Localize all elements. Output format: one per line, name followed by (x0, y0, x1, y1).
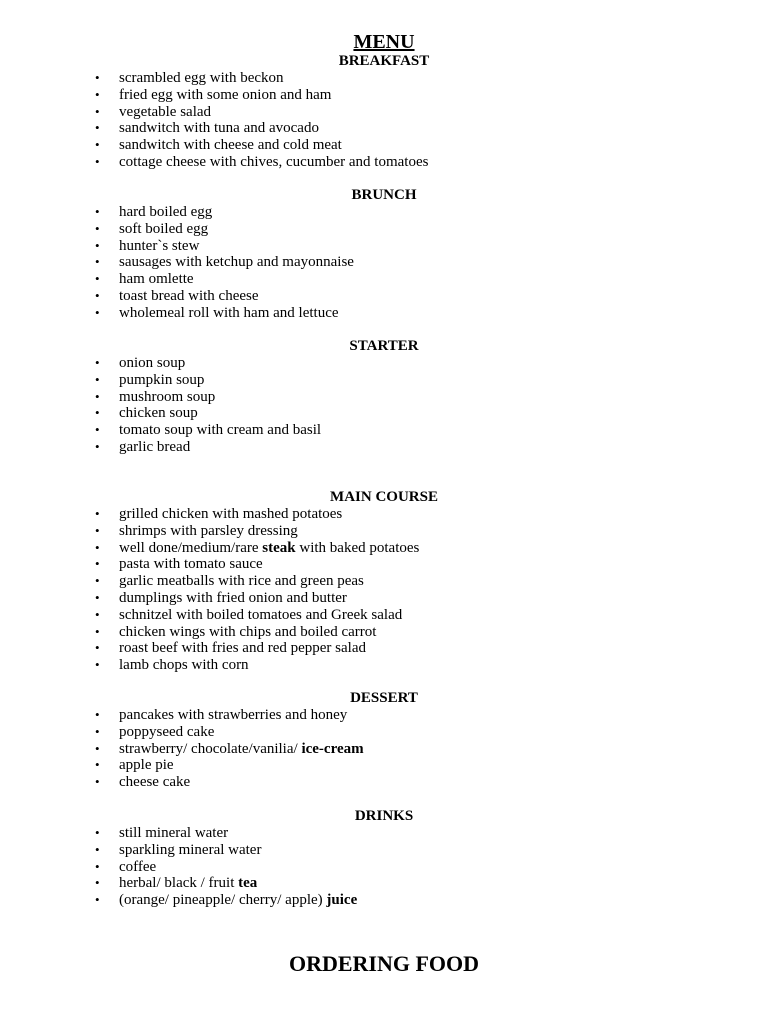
menu-item-text: cheese cake (119, 774, 191, 791)
menu-item (0, 254, 768, 271)
menu-list-starter (0, 355, 768, 456)
menu-item-text: garlic meatballs with rice and green peas (119, 573, 364, 590)
bullet-icon: • (95, 204, 100, 219)
menu-item (0, 271, 768, 288)
menu-item-text: ham omlette (119, 271, 194, 288)
bullet-icon: • (95, 103, 100, 119)
bullet-icon: • (95, 220, 100, 236)
menu-item-text: sausages with ketchup and mayonnaise (119, 254, 354, 271)
bullet-icon: • (95, 723, 100, 739)
menu-item-text: wholemeal roll with ham and lettuce (119, 304, 339, 321)
bullet-icon: • (95, 875, 100, 891)
menu-item-text: scrambled egg with beckon (119, 70, 284, 86)
menu-item-text: sparkling mineral water (119, 841, 262, 858)
menu-item (0, 355, 768, 372)
bullet-icon: • (95, 254, 100, 270)
menu-item-text: well done/medium/rare (119, 539, 263, 556)
menu-item (0, 657, 768, 674)
menu-item (0, 640, 768, 657)
menu-item-text: dumplings with fried onion and butter (119, 589, 347, 606)
menu-item (0, 104, 768, 121)
bullet-icon: • (95, 774, 100, 790)
menu-item-text: fried egg with some onion and ham (119, 86, 332, 103)
menu-item (0, 305, 768, 322)
menu-list-breakfast (0, 70, 768, 171)
menu-item (0, 87, 768, 104)
bullet-icon: • (95, 522, 100, 538)
menu-item (0, 741, 768, 758)
bullet-icon: • (95, 287, 100, 303)
menu-item (0, 707, 768, 724)
bullet-icon: • (95, 740, 100, 756)
menu-item (0, 607, 768, 624)
section-heading-breakfast: BREAKFAST (338, 53, 430, 69)
menu-item-emphasis: tea (238, 875, 258, 892)
menu-list-dessert (0, 707, 768, 791)
section-heading-dessert: DESSERT (350, 690, 418, 706)
section-heading-drinks: DRINKS (354, 808, 414, 824)
bullet-icon: • (95, 640, 100, 656)
menu-item-text: grilled chicken with mashed potatoes (119, 506, 343, 522)
bullet-icon: • (95, 70, 100, 85)
bullet-icon: • (95, 271, 100, 287)
menu-item-text: sandwitch with tuna and avocado (119, 120, 319, 137)
menu-item-text: hunter`s stew (119, 237, 200, 254)
bullet-icon: • (95, 841, 100, 857)
bullet-icon: • (95, 153, 100, 169)
menu-item-text: vegetable salad (119, 103, 212, 120)
menu-item-text: herbal/ black / fruit (119, 875, 239, 892)
menu-item (0, 724, 768, 741)
section-heading-main-course: MAIN COURSE (330, 489, 438, 505)
page-title: MENU (353, 31, 415, 53)
menu-item-text: pancakes with strawberries and honey (119, 707, 348, 723)
bullet-icon: • (95, 304, 100, 320)
bullet-icon: • (95, 120, 100, 136)
menu-item (0, 892, 768, 909)
menu-item-text: onion soup (119, 355, 186, 371)
menu-item-emphasis: juice (326, 892, 358, 909)
bullet-icon: • (95, 657, 100, 673)
menu-item (0, 137, 768, 154)
menu-item-text: mushroom soup (119, 388, 216, 405)
menu-item-text: garlic bread (119, 438, 191, 455)
menu-item (0, 422, 768, 439)
menu-item-text: still mineral water (119, 825, 229, 841)
menu-item-text: pumpkin soup (119, 371, 205, 388)
menu-item (0, 70, 768, 87)
menu-item (0, 221, 768, 238)
bullet-icon: • (95, 422, 100, 438)
menu-item-text: shrimps with parsley dressing (119, 522, 298, 539)
footer-heading: ORDERING FOOD (288, 951, 480, 976)
menu-item (0, 204, 768, 221)
bullet-icon: • (95, 539, 100, 555)
menu-item-text-suffix: with baked potatoes (295, 539, 420, 556)
menu-item (0, 590, 768, 607)
menu-list-main-course (0, 506, 768, 674)
bullet-icon: • (95, 573, 100, 589)
bullet-icon: • (95, 137, 100, 153)
menu-item-text: apple pie (119, 757, 174, 774)
menu-list-brunch (0, 204, 768, 322)
bullet-icon: • (95, 623, 100, 639)
menu-item-text: hard boiled egg (119, 204, 213, 220)
menu-item-text: (orange/ pineapple/ cherry/ apple) (119, 892, 327, 909)
menu-item-text: toast bread with cheese (119, 287, 259, 304)
bullet-icon: • (95, 589, 100, 605)
menu-item (0, 624, 768, 641)
menu-item (0, 506, 768, 523)
menu-item (0, 405, 768, 422)
menu-item-emphasis: steak (262, 539, 296, 556)
bullet-icon: • (95, 858, 100, 874)
bullet-icon: • (95, 506, 100, 521)
bullet-icon: • (95, 371, 100, 387)
bullet-icon: • (95, 556, 100, 572)
menu-item (0, 774, 768, 791)
menu-item (0, 842, 768, 859)
menu-item-text: soft boiled egg (119, 220, 209, 237)
menu-item-text: pasta with tomato sauce (119, 556, 263, 573)
menu-item (0, 859, 768, 876)
bullet-icon: • (95, 355, 100, 370)
menu-item-text: coffee (119, 858, 157, 875)
menu-item-text: schnitzel with boiled tomatoes and Greek salad (119, 606, 403, 623)
menu-item (0, 238, 768, 255)
menu-item (0, 556, 768, 573)
bullet-icon: • (95, 606, 100, 622)
bullet-icon: • (95, 707, 100, 722)
menu-item (0, 288, 768, 305)
bullet-icon: • (95, 438, 100, 454)
section-heading-starter: STARTER (349, 338, 419, 354)
section-heading-brunch: BRUNCH (351, 187, 417, 203)
menu-item (0, 389, 768, 406)
menu-item-text: cottage cheese with chives, cucumber and tomatoes (119, 153, 429, 170)
bullet-icon: • (95, 86, 100, 102)
menu-item (0, 523, 768, 540)
menu-item (0, 573, 768, 590)
bullet-icon: • (95, 892, 100, 908)
menu-list-drinks (0, 825, 768, 909)
menu-item-text: poppyseed cake (119, 723, 215, 740)
menu-item (0, 540, 768, 557)
menu-item (0, 120, 768, 137)
bullet-icon: • (95, 388, 100, 404)
bullet-icon: • (95, 757, 100, 773)
menu-item (0, 439, 768, 456)
menu-item (0, 757, 768, 774)
menu-item-text: chicken wings with chips and boiled carrot (119, 623, 377, 640)
menu-item-text: roast beef with fries and red pepper salad (119, 640, 366, 657)
menu-item-emphasis: ice-cream (301, 740, 364, 757)
menu-item-text: tomato soup with cream and basil (119, 422, 322, 439)
menu-item-text: sandwitch with cheese and cold meat (119, 137, 342, 154)
menu-item (0, 875, 768, 892)
bullet-icon: • (95, 237, 100, 253)
menu-item (0, 154, 768, 171)
menu-item (0, 825, 768, 842)
bullet-icon: • (95, 825, 100, 840)
menu-item (0, 372, 768, 389)
menu-item-text: chicken soup (119, 405, 198, 422)
menu-item-text: lamb chops with corn (119, 657, 249, 674)
bullet-icon: • (95, 405, 100, 421)
menu-item-text: strawberry/ chocolate/vanilia/ (119, 740, 302, 757)
